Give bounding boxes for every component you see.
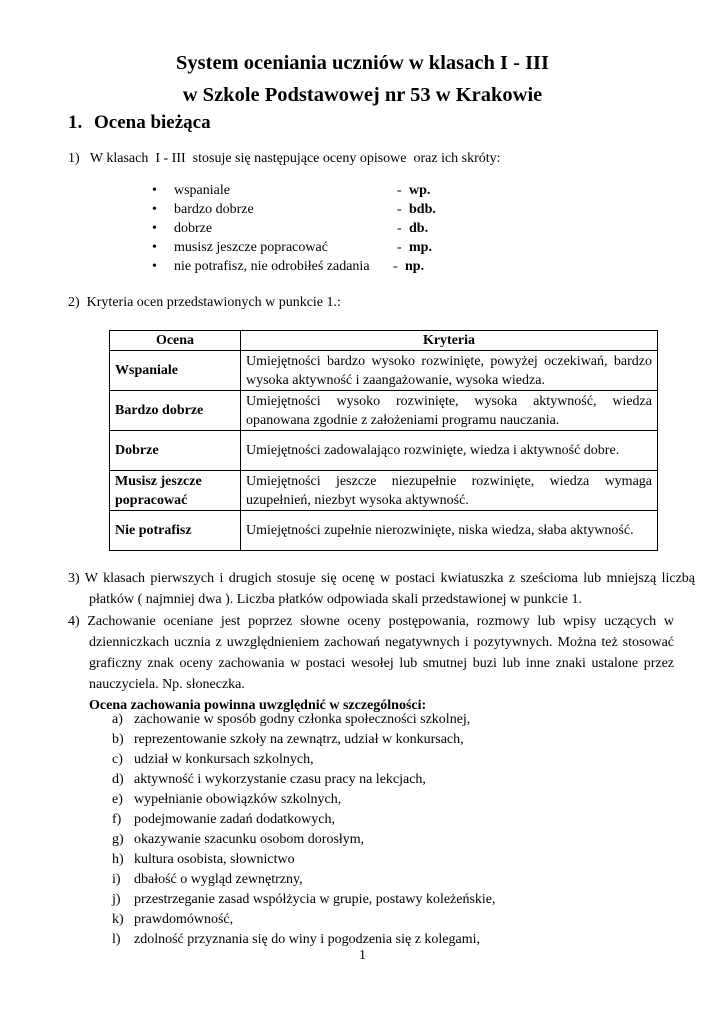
dash: - [397, 202, 402, 217]
item-text: reprezentowanie szkoły na zewnątrz, udział w konkursach, [134, 732, 464, 747]
item-letter: e) [112, 792, 123, 807]
list-item [112, 810, 592, 830]
table-header-row [110, 331, 658, 351]
list-item [152, 219, 602, 238]
criteria-cell: Umiejętności zupełnie nierozwinięte, niska wiedza, słaba aktywność. [241, 511, 658, 551]
grade-label: nie potrafisz, nie odrobiłeś zadania [174, 259, 370, 274]
item-letter: f) [112, 812, 122, 827]
list-item [112, 710, 592, 730]
list-item [152, 200, 602, 219]
list-item [152, 181, 602, 200]
table-row [110, 511, 658, 551]
grade-label: bardzo dobrze [174, 202, 254, 217]
bullet-icon: • [152, 221, 157, 236]
table-row [110, 391, 658, 431]
point-4-text: 4) Zachowanie oceniane jest poprzez słowne oceny postępowania, rozmowy lub wpisy uczących w dzienniczkach ucznia z uwzględnieniem zachowań negatywnych i pozytywnych. Można też stosować graficzny znak oceny zachowania w postaci wesołej lub smutnej buzi lub inne znaki ustalone przez nauczyciela. Np. słoneczka. [68, 614, 674, 692]
list-item [112, 730, 592, 750]
point-3-text: 3) W klasach pierwszych i drugich stosuje się ocenę w postaci kwiatuszka z sześcioma lub mniejszą liczbą płatków ( najmniej dwa ). Liczba płatków odpowiada skali przedstawionej w punkcie 1. [68, 571, 695, 607]
grade-abbreviation: wp. [409, 183, 431, 198]
point-1-text: 1) W klasach I - III stosuje się następujące oceny opisowe oraz ich skróty: [68, 151, 501, 166]
table-row [110, 351, 658, 391]
grade-abbreviation-list [152, 181, 602, 276]
item-text: dbałość o wygląd zewnętrzny, [134, 872, 303, 887]
section-heading [68, 112, 211, 134]
section-number: 1. [68, 112, 83, 133]
dash: - [393, 259, 398, 274]
document-title-line-1: System oceniania uczniów w klasach I - III [175, 52, 549, 74]
bullet-icon: • [152, 183, 157, 198]
item-letter: g) [112, 832, 124, 847]
point-4-block [68, 611, 674, 716]
document-title-line-2: w Szkole Podstawowej nr 53 w Krakowie [182, 84, 543, 106]
item-letter: i) [112, 872, 121, 887]
column-header-criteria: Kryteria [241, 331, 658, 351]
item-letter: b) [112, 732, 124, 747]
list-item [112, 790, 592, 810]
criteria-cell: Umiejętności jeszcze niezupełnie rozwinięte, wiedza wymaga uzupełnień, niezbyt wysoka aktywność. [241, 471, 658, 511]
behavior-criteria-subheading: Ocena zachowania powinna uwzględnić w szczególności: [89, 698, 427, 713]
grade-name-cell: Wspaniale [110, 351, 241, 391]
list-item [112, 750, 592, 770]
behavior-criteria-list [112, 710, 592, 950]
item-text: kultura osobista, słownictwo [134, 852, 295, 867]
item-letter: a) [112, 712, 123, 727]
list-item [112, 830, 592, 850]
grade-label: musisz jeszcze popracować [174, 240, 328, 255]
dash: - [397, 221, 402, 236]
item-text: zdolność przyznania się do winy i pogodzenia się z kolegami, [134, 932, 481, 947]
list-item [112, 910, 592, 930]
list-item [112, 770, 592, 790]
list-item [112, 930, 592, 950]
grade-name-cell: Bardzo dobrze [110, 391, 241, 431]
item-letter: j) [112, 892, 121, 907]
table-row [110, 471, 658, 511]
item-text: wypełnianie obowiązków szkolnych, [134, 792, 342, 807]
list-item [112, 850, 592, 870]
item-text: zachowanie w sposób godny członka społeczności szkolnej, [134, 712, 471, 727]
criteria-cell: Umiejętności wysoko rozwinięte, wysoka aktywność, wiedza opanowana zgodnie z założeniami programu nauczania. [241, 391, 658, 431]
item-text: przestrzeganie zasad współżycia w grupie, postawy koleżeńskie, [134, 892, 496, 907]
grade-name-cell: Dobrze [110, 431, 241, 471]
item-text: podejmowanie zadań dodatkowych, [134, 812, 335, 827]
grade-abbreviation: mp. [409, 240, 432, 255]
dash: - [397, 240, 402, 255]
page-number: 1 [359, 948, 366, 963]
item-text: udział w konkursach szkolnych, [134, 752, 314, 767]
item-letter: l) [112, 932, 121, 947]
table-row [110, 431, 658, 471]
grade-label: wspaniale [174, 183, 230, 198]
grade-abbreviation: bdb. [409, 202, 436, 217]
section-title: Ocena bieżąca [94, 112, 211, 133]
item-text: prawdomówność, [134, 912, 234, 927]
grade-abbreviation: np. [405, 259, 425, 274]
item-letter: d) [112, 772, 124, 787]
grade-name-cell: Musisz jeszcze popracować [110, 471, 241, 511]
item-letter: c) [112, 752, 123, 767]
item-letter: h) [112, 852, 124, 867]
list-item [152, 238, 602, 257]
list-item [112, 890, 592, 910]
point-2-text: 2) Kryteria ocen przedstawionych w punkcie 1.: [68, 295, 341, 310]
grade-name-cell: Nie potrafisz [110, 511, 241, 551]
criteria-cell: Umiejętności zadowalająco rozwinięte, wiedza i aktywność dobre. [241, 431, 658, 471]
bullet-icon: • [152, 202, 157, 217]
list-item [112, 870, 592, 890]
criteria-cell: Umiejętności bardzo wysoko rozwinięte, powyżej oczekiwań, bardzo wysoka aktywność i zaangażowanie, wysoka wiedza. [241, 351, 658, 391]
grade-abbreviation: db. [409, 221, 429, 236]
criteria-table [109, 330, 658, 551]
list-item [152, 257, 602, 276]
item-text: okazywanie szacunku osobom dorosłym, [134, 832, 365, 847]
bullet-icon: • [152, 259, 157, 274]
grade-label: dobrze [174, 221, 213, 236]
item-letter: k) [112, 912, 124, 927]
bullet-icon: • [152, 240, 157, 255]
item-text: aktywność i wykorzystanie czasu pracy na lekcjach, [134, 772, 426, 787]
dash: - [397, 183, 402, 198]
column-header-grade: Ocena [110, 331, 241, 351]
